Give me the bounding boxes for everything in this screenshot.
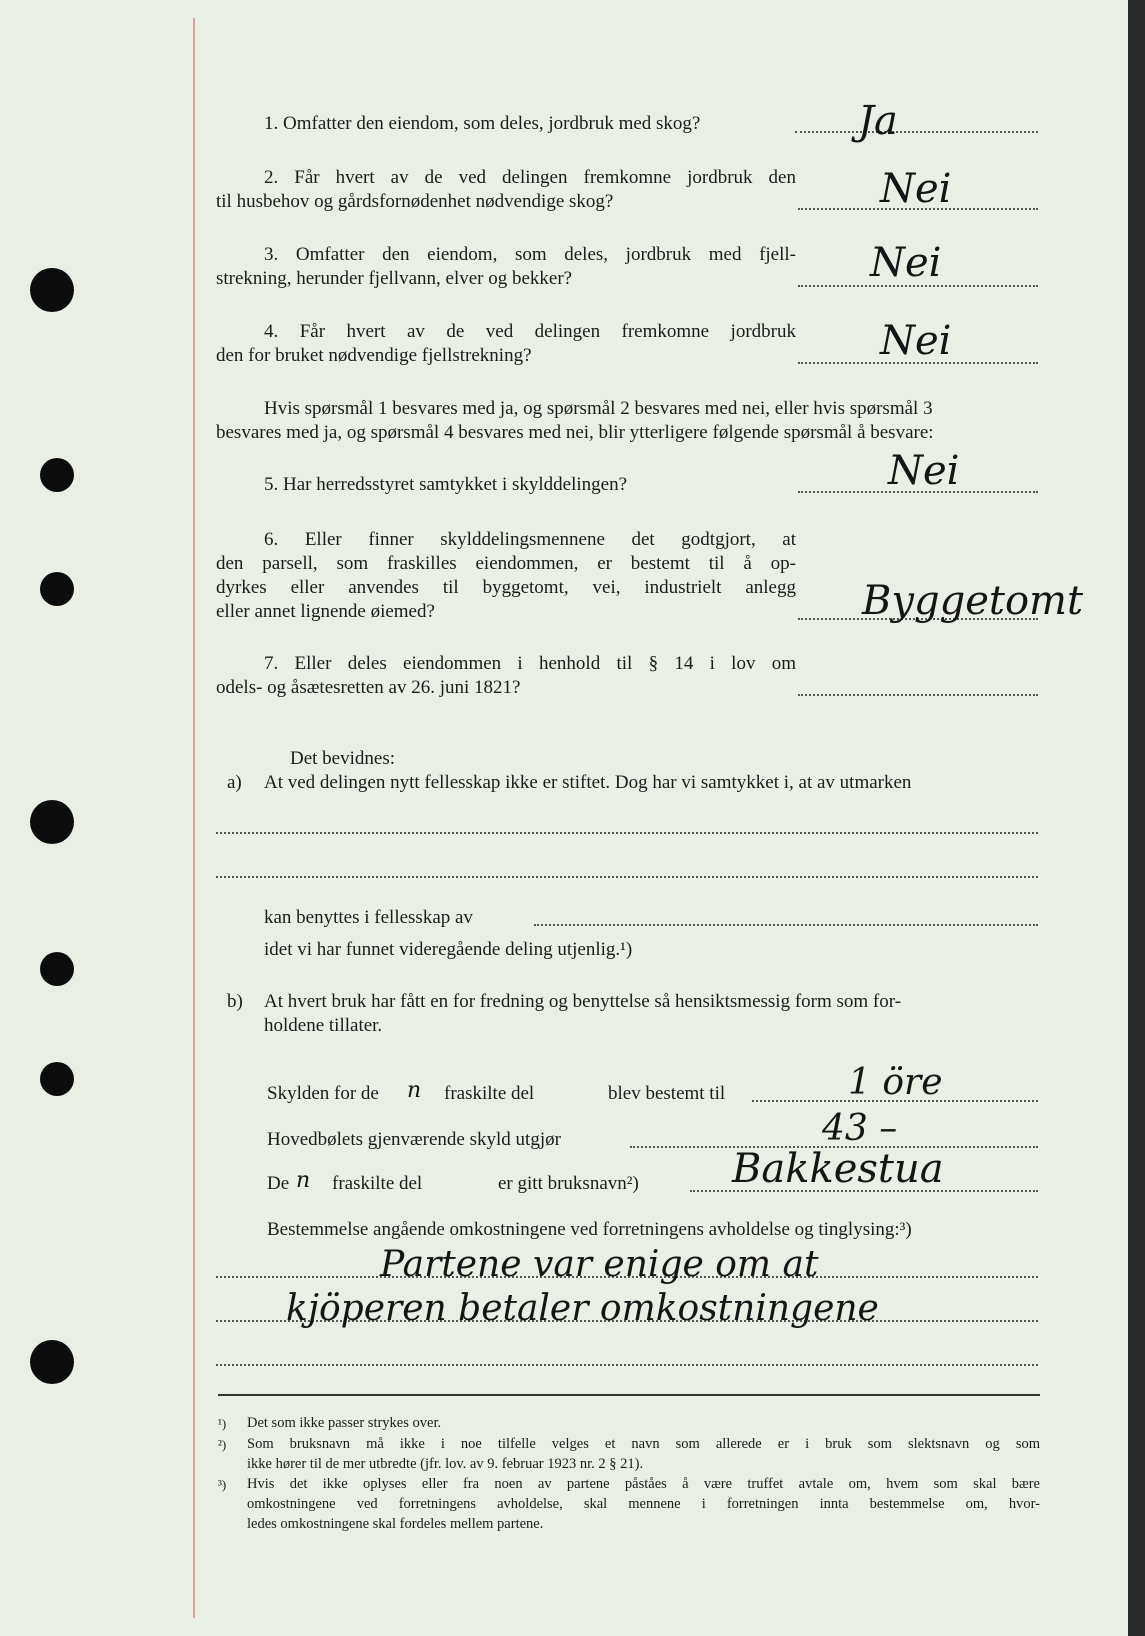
footnote-mark: ¹) [218,1416,227,1431]
item-b-text: At hvert bruk har fått en for fredning og benyttelse så hensiktsmessig form som for- [264,991,902,1012]
item-b-text: holdene tillater. [264,1015,383,1036]
item-a-continuation: kan benyttes i fellesskap av [264,907,473,928]
answer-3: Nei [870,240,942,286]
question-3-line: 3. Omfatter den eiendom, som deles, jordbruk med fjell- [264,244,796,265]
question-2-line: til husbehov og gårdsfornødenhet nødvendige skog? [216,191,614,212]
answer-4: Nei [880,318,952,364]
item-b-marker: b) [227,991,243,1012]
intro-text: besvares med ja, og spørsmål 4 besvares med nei, blir ytterligere følgende spørsmål å besvare: [216,422,934,443]
bruksnavn-insert: n [296,1168,311,1193]
question-4-line: 4. Får hvert av de ved delingen fremkomne jordbruk [264,321,796,342]
blank-line [216,876,1038,878]
skyld-value: 1 öre [848,1062,943,1103]
question-5-line: 5. Har herredsstyret samtykket i skylddelingen? [264,474,628,495]
item-a-end: idet vi har funnet videregående deling utjenlig.¹) [264,939,633,960]
footnote-mark: ²) [218,1437,227,1452]
question-2-line: 2. Får hvert av de ved delingen fremkomne jordbruk den [264,167,796,188]
punch-hole [40,572,74,606]
question-6-line: eller annet lignende øiemed? [216,601,435,622]
question-6-line: dyrkes eller anvendes til byggetomt, vei, industrielt anlegg [216,577,796,598]
answer-5: Nei [888,448,960,494]
footnote-text: omkostningene ved forretningens avholdelse, skal mennene i forretningen innta bestemmelse om, hvor- [247,1496,1040,1512]
item-a-marker: a) [227,772,242,793]
footnote-rule [218,1394,1040,1396]
question-4-line: den for bruket nødvendige fjellstrekning? [216,345,532,366]
footnote-mark: ³) [218,1477,227,1492]
intro-text: Hvis spørsmål 1 besvares med ja, og spørsmål 2 besvares med nei, eller hvis spørsmål 3 [264,398,933,419]
margin-rule [193,18,195,1618]
question-6-line: den parsell, som fraskilles eiendommen, er bestemt til å op- [216,553,796,574]
bestemmelse-text: Partene var enige om at [380,1244,819,1285]
answer-2: Nei [880,166,952,212]
bruksnavn-label: fraskilte del [332,1173,423,1194]
answer-line [216,1364,1038,1366]
skyld-label: Skylden for de [267,1083,379,1104]
skyld-insert: n [407,1078,422,1103]
footnote-text: Hvis det ikke oplyses eller fra noen av partene påståes å være truffet avtale om, hvem som skal bære [247,1476,1040,1492]
punch-hole [40,952,74,986]
punch-hole [40,458,74,492]
skyld-label: fraskilte del [444,1083,535,1104]
punch-hole [40,1062,74,1096]
footnote-text: Det som ikke passer strykes over. [247,1415,442,1431]
footnote-text: ikke hører til de mer utbredte (jfr. lov. av 9. februar 1923 nr. 2 § 21). [247,1456,644,1472]
footnote-text: ledes omkostningene skal fordeles mellem partene. [247,1516,544,1532]
punch-hole [30,800,74,844]
bruksnavn-value: Bakkestua [732,1146,944,1192]
hovedbol-value: 43 – [822,1108,898,1149]
question-7-line: 7. Eller deles eiendommen i henhold til § 14 i lov om [264,653,796,674]
question-1-line: 1. Omfatter den eiendom, som deles, jordbruk med skog? [264,113,701,134]
bevidnes-heading: Det bevidnes: [290,748,396,769]
blank-line [216,832,1038,834]
answer-6: Byggetomt [862,578,1084,624]
bruksnavn-label: er gitt bruksnavn²) [498,1173,639,1194]
item-a-text: At ved delingen nytt fellesskap ikke er stiftet. Dog har vi samtykket i, at av utmarken [264,772,912,793]
blank-line [534,924,1038,926]
bestemmelse-label: Bestemmelse angående omkostningene ved forretningens avholdelse og tinglysing:³) [267,1219,912,1240]
answer-line [795,131,1038,133]
question-3-line: strekning, herunder fjellvann, elver og bekker? [216,268,573,289]
bestemmelse-text: kjöperen betaler omkostningene [286,1288,879,1329]
question-6-line: 6. Eller finner skylddelingsmennene det godtgjort, at [264,529,796,550]
punch-hole [30,268,74,312]
answer-line [798,694,1038,696]
answer-1: Ja [858,98,898,144]
punch-hole [30,1340,74,1384]
question-7-line: odels- og åsætesretten av 26. juni 1821? [216,677,521,698]
hovedbol-label: Hovedbølets gjenværende skyld utgjør [267,1129,561,1150]
footnote-text: Som bruksnavn må ikke i noe tilfelle velges et navn som allerede er i bruk som slektsnavn og som [247,1436,1040,1452]
skyld-label: blev bestemt til [608,1083,726,1104]
bruksnavn-label: De [267,1173,290,1194]
